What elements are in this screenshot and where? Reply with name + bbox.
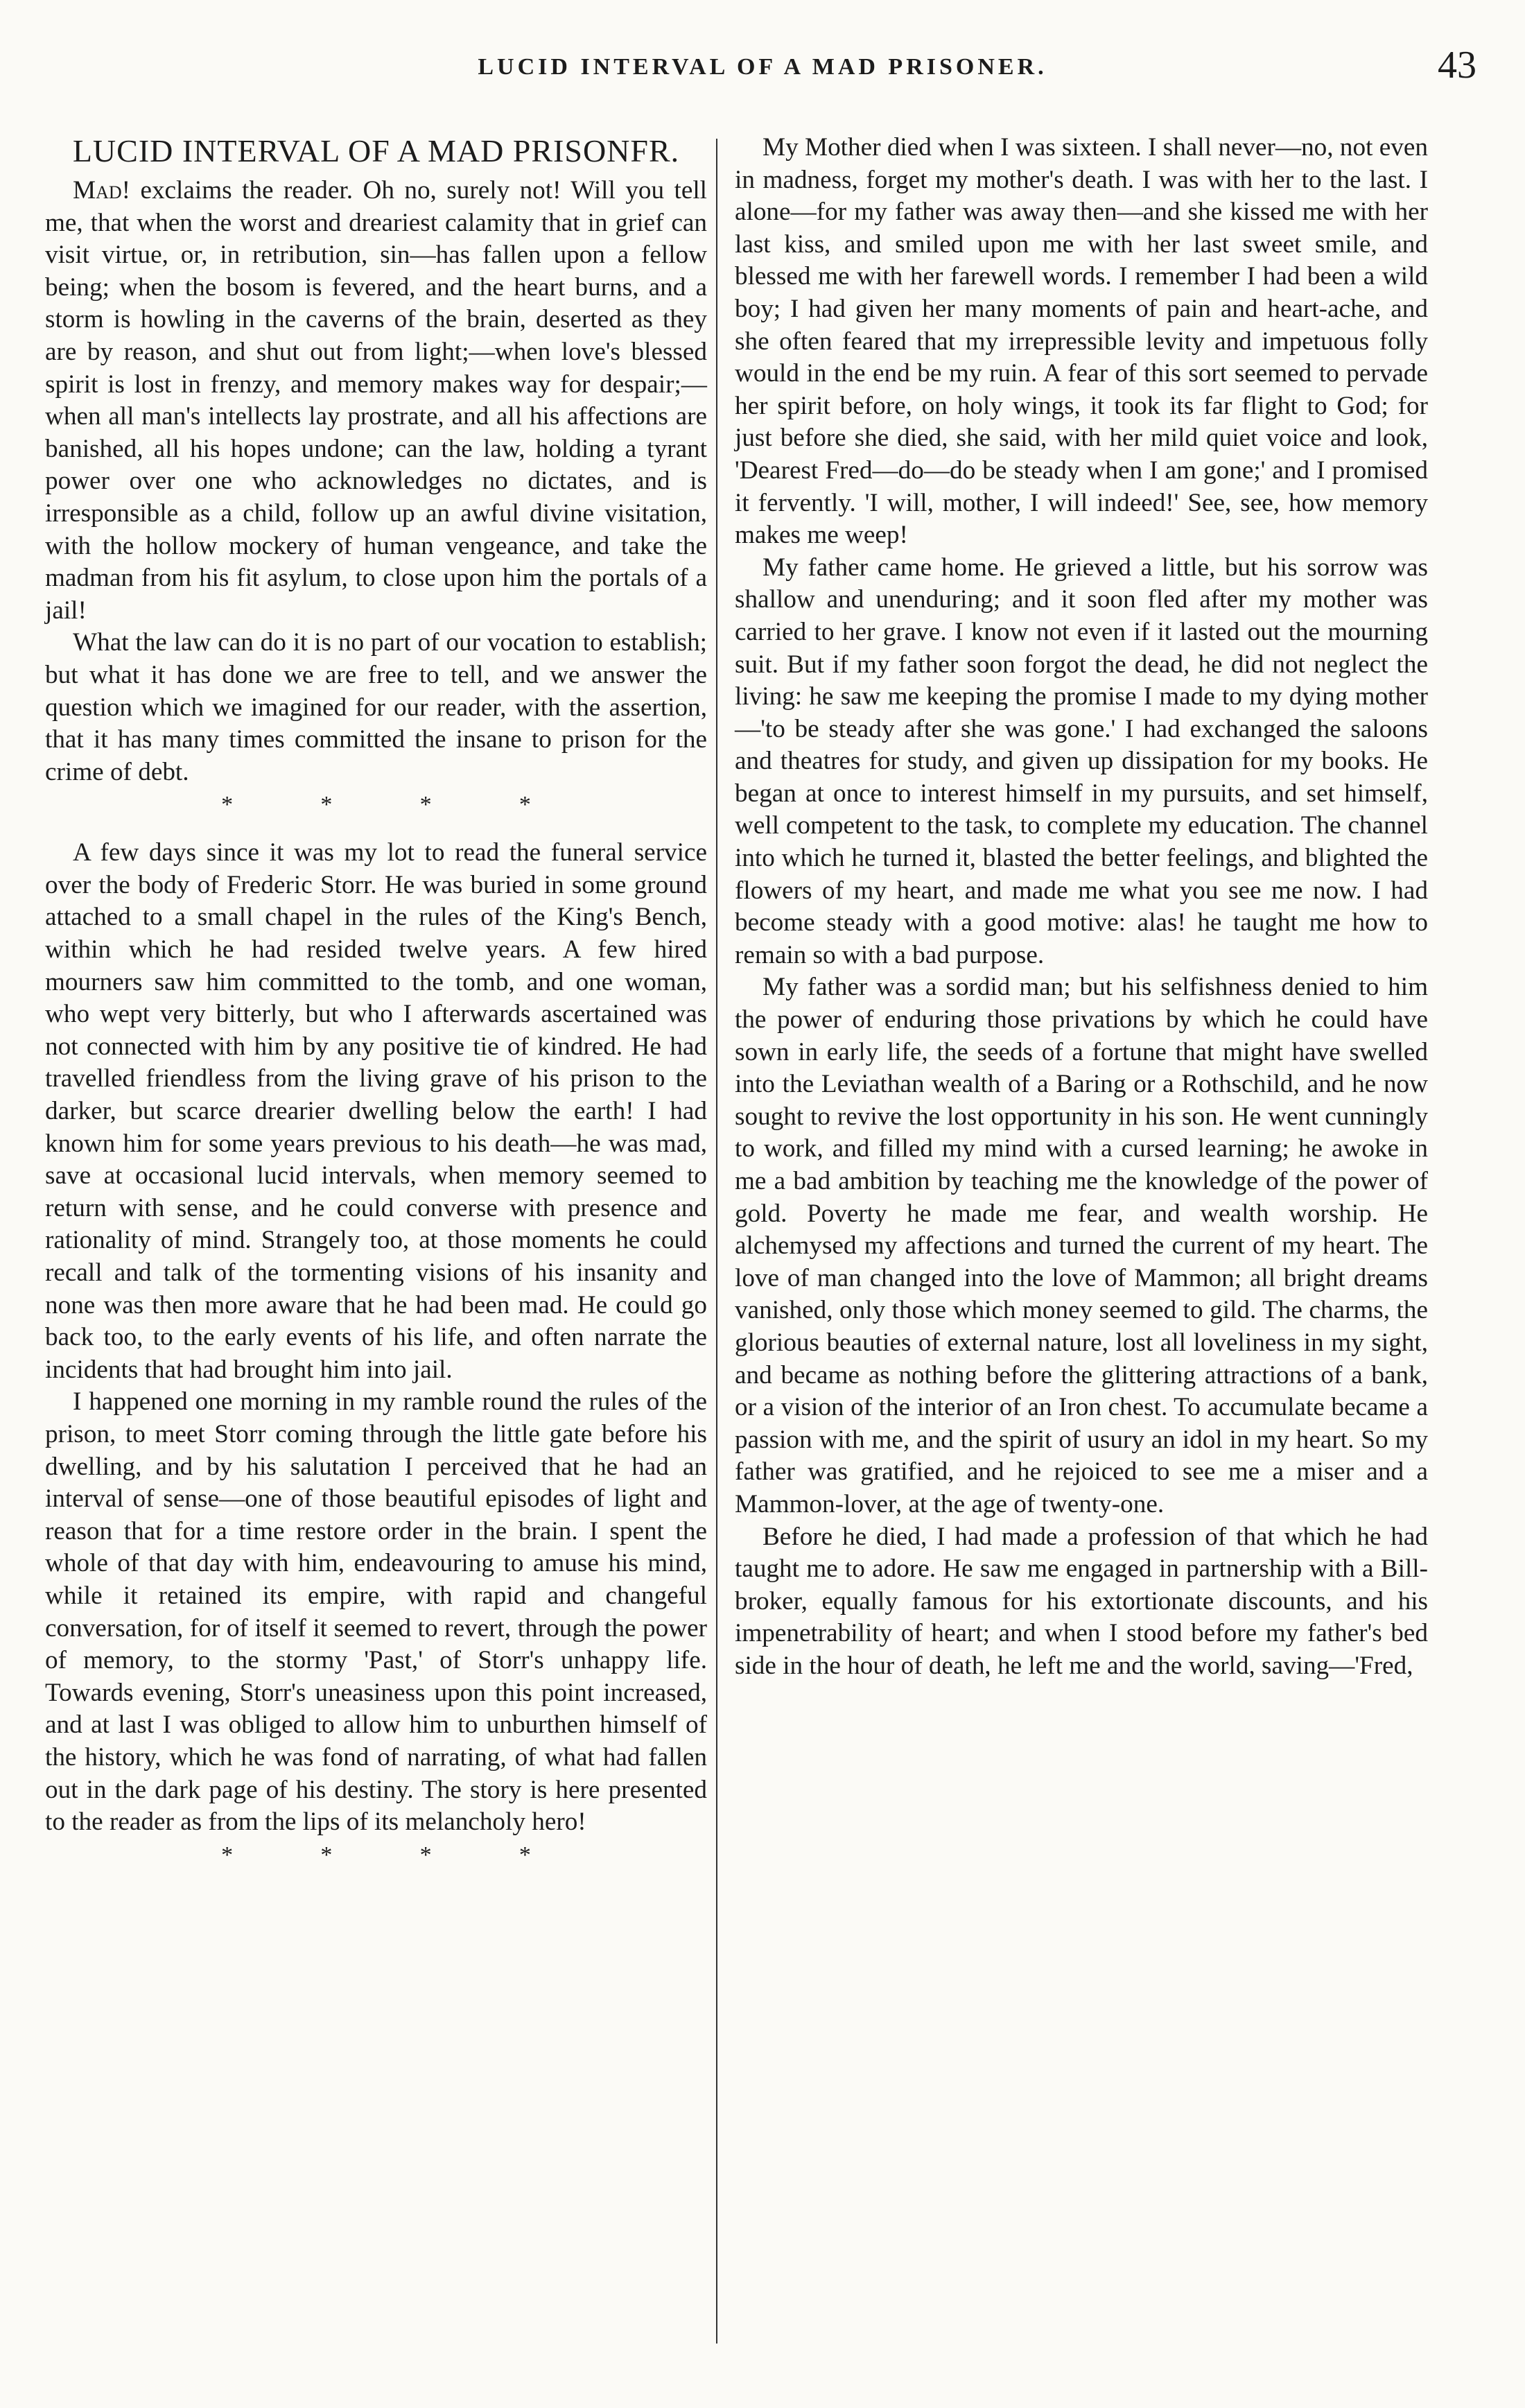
asterisk: * bbox=[320, 1842, 333, 1868]
lead-word: Mad bbox=[73, 176, 122, 205]
asterisk: * bbox=[419, 1842, 432, 1868]
asterisk: * bbox=[419, 792, 432, 818]
asterisk: * bbox=[320, 792, 333, 818]
asterisk: * bbox=[221, 792, 234, 818]
left-column bbox=[45, 132, 707, 1887]
section-break bbox=[177, 1842, 575, 1869]
asterisk: * bbox=[518, 792, 531, 818]
paragraph: Before he died, I had made a profession of that which he had taught me to adore. He saw me engaged in partnership with a Bill-broker, equally famous for his extortionate discounts, and his impenetrability of heart; and when I stood before my father's bed side in the hour of death, he left me and the world, saving—'Fred, bbox=[735, 1522, 1428, 1680]
column-divider bbox=[716, 139, 717, 2344]
paragraph: My Mother died when I was sixteen. I shall never—no, not even in madness, forget my mother's death. I was with her to the last. I alone—for my father was away then—and she kissed me with her last kiss, and smiled upon me with her last sweet smile, and blessed me with her farewell words. I remember I had been a wild boy; I had given her many moments of pain and heart-ache, and she often feared that my irrepressible levity and impetuous folly would in the end be my ruin. A fear of this sort seemed to pervade her spirit before, on holy wings, it took its far flight to God; for just before she died, she said, with her mild quiet voice and look, 'Dearest Fred—do—do be steady when I am gone;' and I promised it fervently. 'I will, mother, I will indeed!' See, see, how memory makes me weep! bbox=[735, 133, 1428, 550]
running-title: LUCID INTERVAL OF A MAD PRISONER. bbox=[478, 54, 1047, 80]
paragraph: My father came home. He grieved a little, but his sorrow was shallow and unenduring; and it soon fled after my mother was carried to her grave. I know not even if it lasted out the mourning suit. But if my father soon forgot the dead, he did not neglect the living: he saw me keeping the promise I made to my dying mother—'to be steady after she was gone.' I had exchanged the saloons and theatres for study, and given up dissipation for my books. He began at once to interest himself in my pursuits, and set himself, well competent to the task, to complete my education. The channel into which he turned it, blasted the better feelings, and blighted the flowers of my heart, and made me what you see me now. I had become steady with a good motive: alas! he taught me how to remain so with a bad purpose. bbox=[735, 553, 1428, 969]
section-break bbox=[177, 791, 575, 819]
paragraph-text: ! exclaims the reader. Oh no, surely not! Will you tell me, that when the worst and dreariest calamity that in grief can visit virtue, or, in retribution, sin—has fallen upon a fellow being; when the bosom is fevered, and the heart burns, and a storm is howling in the caverns of the brain, deserted as they are by reason, and shut out from light;—when love's blessed spirit is lost in frenzy, and memory makes way for despair;—when all man's intellects lay prostrate, and all his affections are banished, all his hopes undone; can the law, holding a tyrant power over one who acknowledges no dictates, and is irresponsible as a child, follow up an awful divine visitation, with the hollow mockery of human vengeance, and take the madman from his fit asylum, to close upon him the portals of a jail! bbox=[45, 176, 707, 625]
page-number: 43 bbox=[1438, 44, 1476, 87]
right-column bbox=[735, 132, 1428, 1683]
asterisk: * bbox=[518, 1842, 531, 1868]
paragraph: A few days since it was my lot to read the funeral service over the body of Frederic Storr. He was buried in some ground attached to a small chapel in the rules of the King's Bench, within which he had resided twelve years. A few hired mourners saw him committed to the tomb, and one woman, who wept very bitterly, but who I afterwards ascertained was not connected with him by any positive tie of kindred. He had travelled friendless from the living grave of his prison to the darker, but scarce drearier dwelling below the earth! I had known him for some years previous to his death—he was mad, save at occasional lucid intervals, when memory seemed to return with sense, and he could converse with presence and rationality of mind. Strangely too, at those moments he could recall and talk of the tormenting visions of his insanity and none was then more aware that he had been mad. He could go back too, to the early events of his life, and often narrate the incidents that had brought him into jail. bbox=[45, 838, 707, 1384]
paragraph: I happened one morning in my ramble round the rules of the prison, to meet Storr coming through the little gate before his dwelling, and by his salutation I perceived that he had an interval of sense—one of those beautiful episodes of light and reason that for a time restore order in the brain. I spent the whole of that day with him, endeavouring to amuse his mind, while it retained its empire, with rapid and changeful conversation, for of itself it seemed to revert, through the power of memory, to the stormy 'Past,' of Storr's unhappy life. Towards evening, Storr's uneasiness upon this point increased, and at last I was obliged to allow him to unburthen himself of the history, which he was fond of narrating, of what had fallen out in the dark page of his destiny. The story is here presented to the reader as from the lips of its melancholy hero! bbox=[45, 1387, 707, 1837]
asterisk: * bbox=[221, 1842, 234, 1868]
paragraph: My father was a sordid man; but his selfishness denied to him the power of enduring those privations by which he could have sown in early life, the seeds of a fortune that might have swelled into the Leviathan wealth of a Baring or a Rothschild, and he now sought to revive the lost opportunity in his son. He went cunningly to work, and filled my mind with a cursed learning; he awoke in me a bad ambition by teaching me the knowledge of the power of gold. Poverty he made me fear, and wealth worship. He alchemysed my affections and turned the current of my heart. The love of man changed into the love of Mammon; all bright dreams vanished, only those which money seemed to gild. The charms, the glorious beauties of external nature, lost all loveliness in my sight, and became as nothing before the glittering attractions of a bank, or a vision of the interior of an Iron chest. To accumulate became a passion with me, and the spirit of usury an idol in my heart. So my father was gratified, and he rejoiced to see me a miser and a Mammon-lover, at the age of twenty-one. bbox=[735, 973, 1428, 1518]
paragraph bbox=[45, 175, 707, 627]
article-title: LUCID INTERVAL OF A MAD PRISONFR. bbox=[72, 133, 680, 168]
paragraph: What the law can do it is no part of our vocation to establish; but what it has done we are free to tell, and we answer the question which we imagined for our reader, with the assertion, that it has many times committed the insane to prison for the crime of debt. bbox=[45, 628, 707, 786]
